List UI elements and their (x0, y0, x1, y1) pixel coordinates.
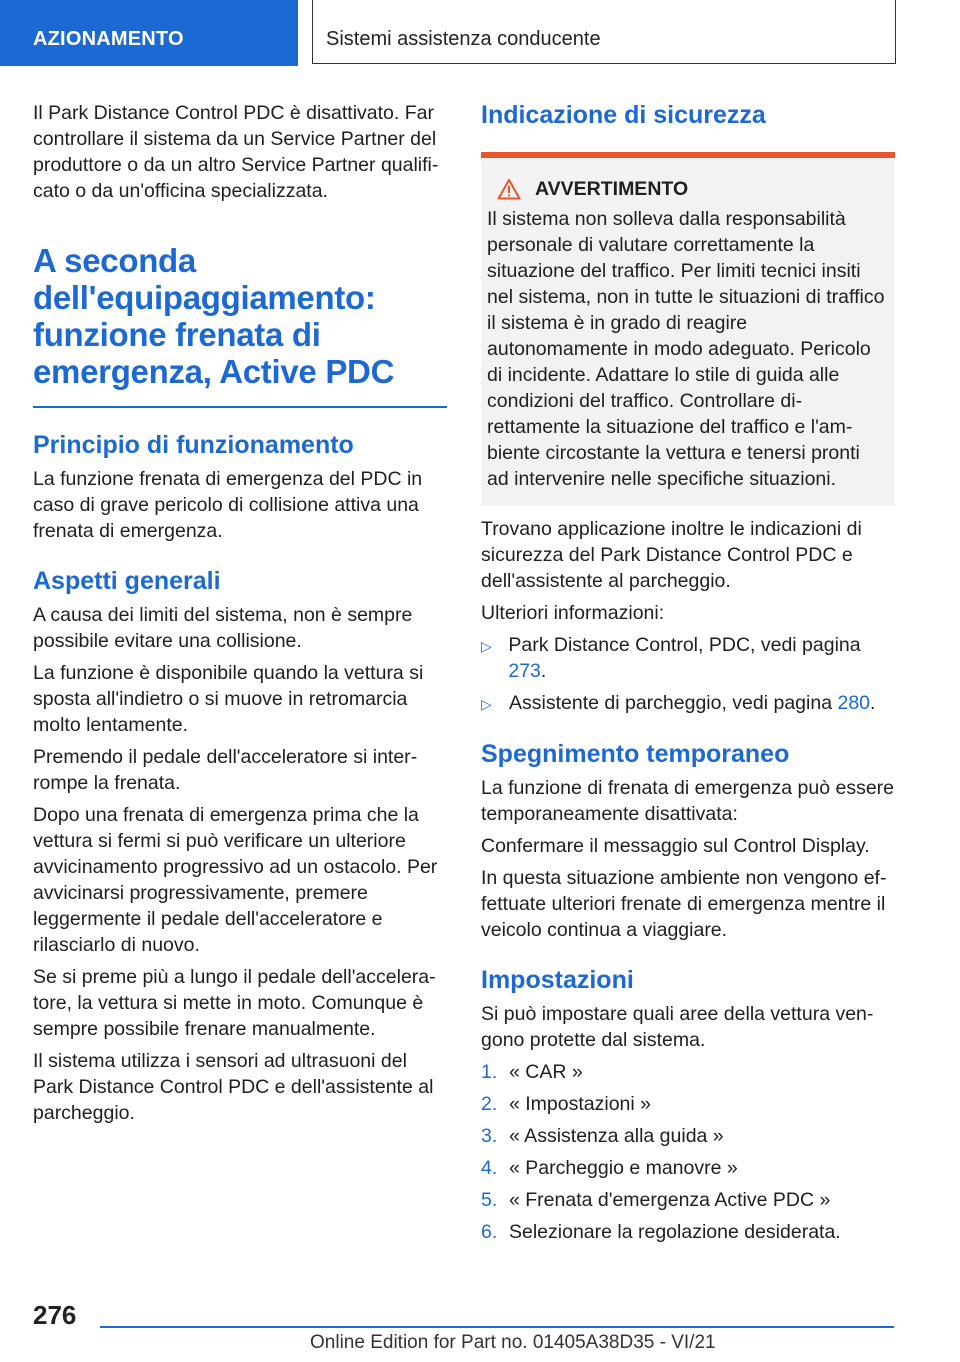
settings-steps (481, 1059, 895, 1245)
settings-intro: Si può impostare quali aree della vettura vengono protette dal sistema. (481, 1003, 874, 1051)
warning-title: AVVERTIMENTO (535, 178, 689, 200)
warning-header (481, 158, 895, 202)
title-divider (33, 406, 447, 408)
more-info-label: Ulteriori informazioni: (481, 602, 665, 624)
general-paragraph: Dopo una frenata di emergenza prima che la vettura si fermi si può verificare un ulteriore avvicinamento progressivo ad un ostacolo. Per avvicinarsi progressivamente, premere leggermente il pedale dell'acceleratore e rilasciarlo di nuovo. (33, 804, 438, 956)
safety-paragraph: Trovano applicazione inoltre le indicazioni di sicurezza del Park Distance Control PDC e dell'assistente al parcheggio. (481, 518, 862, 592)
safety-heading: Indicazione di sicurezza (481, 101, 766, 129)
footer-divider (100, 1326, 894, 1328)
reference-text: Assistente di parcheggio, vedi pagina (509, 692, 838, 714)
page-link-280[interactable]: 280 (837, 692, 871, 714)
left-column (33, 100, 447, 1132)
warning-text: Il sistema non solleva dalla responsabilità personale di valutare correttamente la situazione del traffico. Per limiti tecnici insiti nel sistema, non in tutte le situazioni di traffico il sistema è in grado di reagire autonomamente in modo adeguato. Pericolo di incidente. Adattare lo stile di guida alle condizioni del traffico. Controllare direttamente la situazione del traffico e l'ambiente circostante la vettura e tenersi pronti ad intervenire nelle specifiche situazioni. (487, 208, 885, 490)
settings-heading: Impostazioni (481, 966, 634, 994)
temporary-paragraph: La funzione di frenata di emergenza può essere temporaneamente disattivata: (481, 777, 895, 825)
reference-item: ▷ Park Distance Control, PDC, vedi pagina 273. (481, 634, 861, 682)
general-heading: Aspetti generali (33, 567, 221, 595)
step-item: 6. Selezionare la regolazione desiderata. (481, 1221, 841, 1243)
general-paragraph: Se si preme più a lungo il pedale dell'acceleratore, la vettura si mette in moto. Comunque è sempre possibile frenare manualmente. (33, 966, 436, 1040)
principle-heading: Principio di funzionamento (33, 431, 354, 459)
general-paragraph: La funzione è disponibile quando la vettura si sposta all'indietro o si muove in retromarcia molto lentamente. (33, 662, 424, 736)
temporary-paragraph: Confermare il messaggio sul Control Display. (481, 835, 870, 857)
step-item: 1. « CAR » (481, 1061, 583, 1083)
step-item: 3. « Assistenza alla guida » (481, 1125, 724, 1147)
chapter-tab (312, 0, 896, 64)
warning-box (481, 152, 895, 506)
general-paragraph: A causa dei limiti del sistema, non è sempre possibile evitare una collisione. (33, 604, 413, 652)
step-item: 5. « Frenata d'emergenza Active PDC » (481, 1189, 831, 1211)
step-item: 2. « Impostazioni » (481, 1093, 651, 1115)
chapter-label: Sistemi assistenza conducente (326, 28, 601, 50)
edition-footer: Online Edition for Part no. 01405A38D35 - VI/21 (310, 1332, 716, 1353)
page-link-273[interactable]: 273 (508, 660, 541, 682)
page-number: 276 (33, 1300, 77, 1330)
intro-paragraph: Il Park Distance Control PDC è disattivato. Far controllare il sistema da un Service Partner del produttore o da un altro Service Partner qualificato o da un'officina specializzata. (33, 102, 439, 202)
reference-item: ▷ Assistente di parcheggio, vedi pagina 280. (481, 690, 895, 717)
principle-paragraph: La funzione frenata di emergenza del PDC in caso di grave pericolo di collisione attiva una frenata di emergenza. (33, 468, 423, 542)
step-item: 4. « Parcheggio e manovre » (481, 1157, 738, 1179)
reference-text: Park Distance Control, PDC, vedi pagina (508, 634, 861, 656)
section-label: AZIONAMENTO (33, 28, 184, 50)
general-paragraph: Premendo il pedale dell'acceleratore si interrompe la frenata. (33, 746, 418, 794)
temporary-paragraph: In questa situazione ambiente non vengono effettuate ulteriori frenate di emergenza mentre il veicolo continua a viaggiare. (481, 867, 887, 941)
general-paragraph: Il sistema utilizza i sensori ad ultrasuoni del Park Distance Control PDC e dell'assistente al parcheggio. (33, 1050, 434, 1124)
page-title: A seconda dell'equipaggiamento: funzione frenata di emergenza, Active PDC (33, 242, 395, 390)
right-column (481, 100, 895, 1251)
triangle-bullet-icon: ▷ (481, 696, 492, 712)
page-header (0, 0, 960, 66)
section-tab (0, 0, 298, 66)
triangle-bullet-icon: ▷ (481, 638, 492, 654)
temporary-off-heading: Spegnimento temporaneo (481, 740, 790, 768)
warning-triangle-icon (497, 178, 521, 200)
